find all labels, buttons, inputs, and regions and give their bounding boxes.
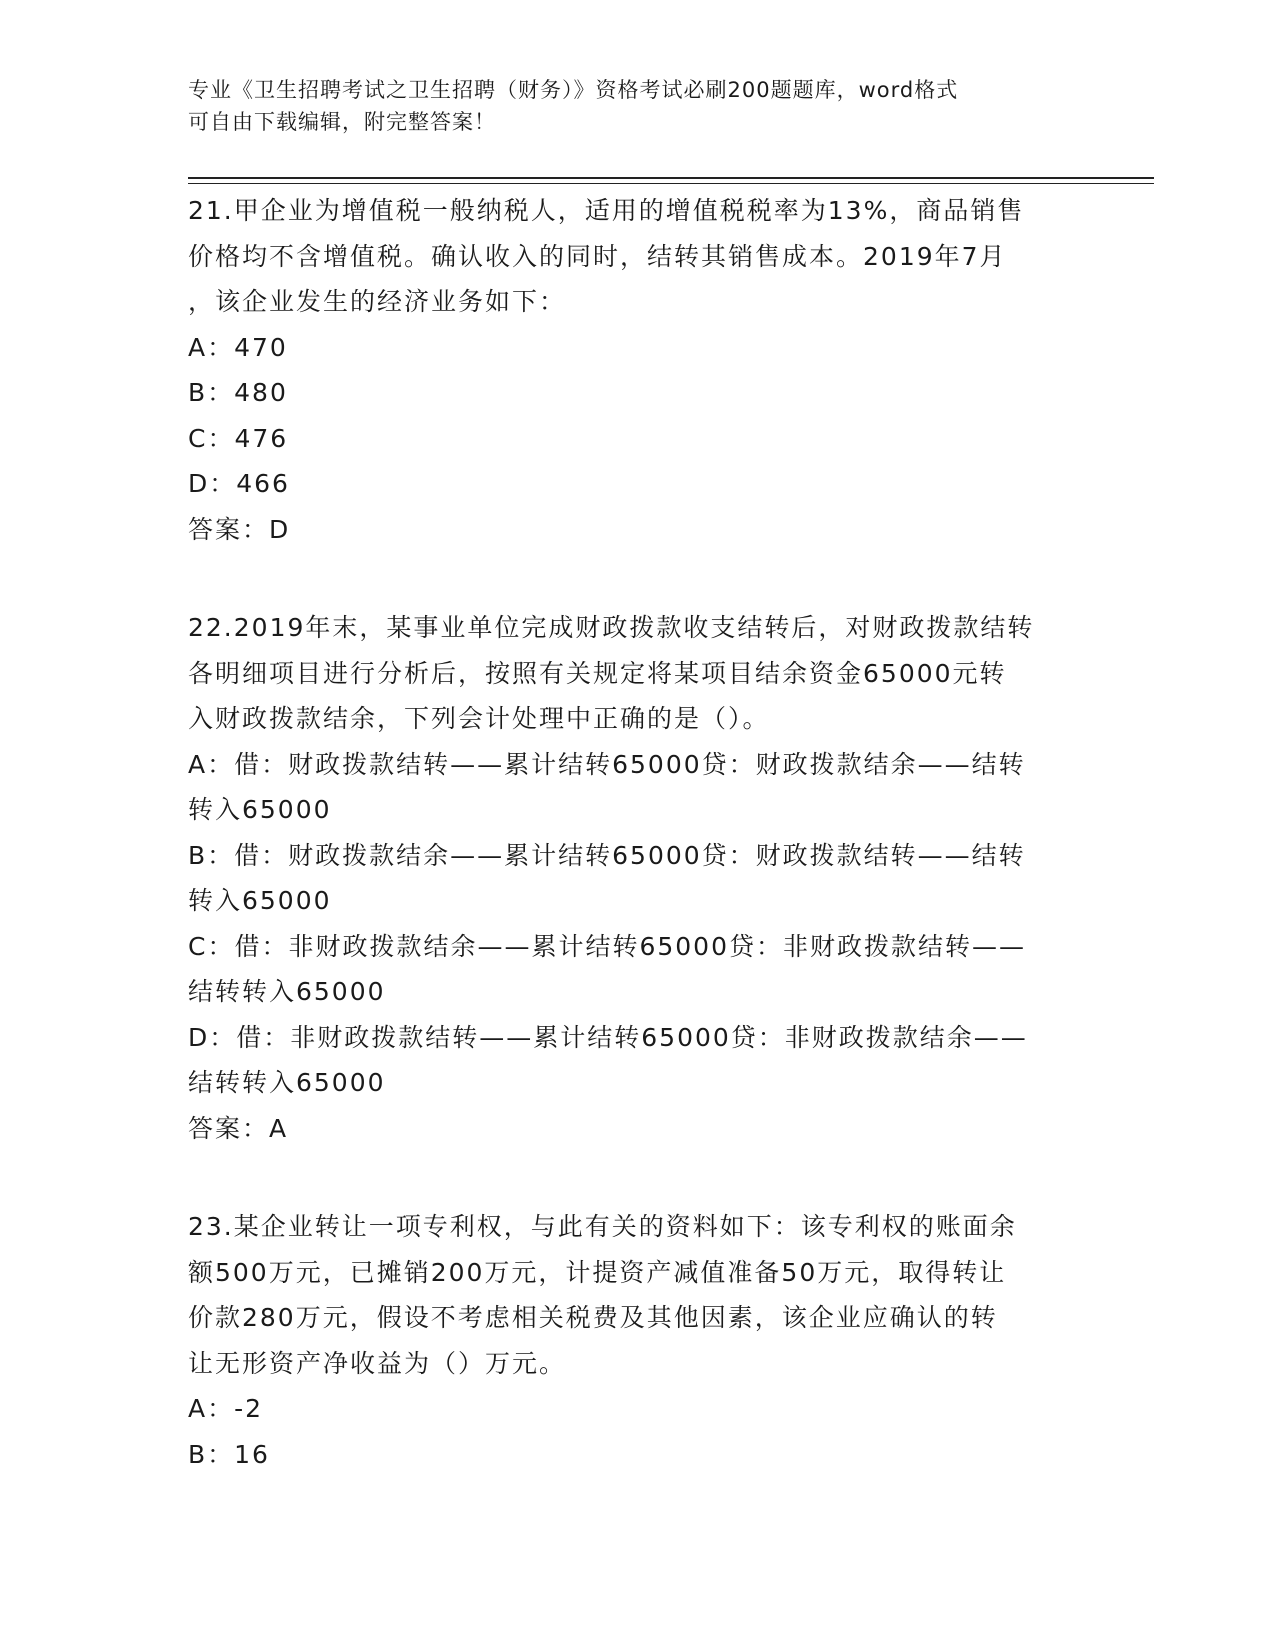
option-a: A：-2 [188,1394,264,1423]
question-text-line: 23.某企业转让一项专利权，与此有关的资料如下：该专利权的账面余 [188,1212,1017,1241]
option-d: D：借：非财政拨款结转——累计结转65000贷：非财政拨款结余—— [188,1022,1028,1052]
question-text-line: 额500万元，已摊销200万元，计提资产减值准备50万元，取得转让 [188,1257,1007,1287]
option-a: A：借：财政拨款结转——累计结转65000贷：财政拨款结余——结转 [188,749,1026,779]
header-title-line-1: 专业《卫生招聘考试之卫生招聘（财务）》资格考试必刷200题题库，word格式 [188,78,959,102]
question-text-line: 22.2019年末，某事业单位完成财政拨款收支结转后，对财政拨款结转 [188,613,1035,642]
option-a: A：470 [188,332,288,362]
question-text-line: 入财政拨款结余，下列会计处理中正确的是（）。 [188,704,770,733]
option-b-continued: 转入65000 [188,886,332,915]
question-text-line: 让无形资产净收益为（）万元。 [188,1348,567,1378]
question-text-line: 价款280万元，假设不考虑相关税费及其他因素，该企业应确认的转 [188,1303,998,1332]
question-text-line: 价格均不含增值税。确认收入的同时，结转其销售成本。2019年7月 [188,241,1007,271]
option-b: B：借：财政拨款结余——累计结转65000贷：财政拨款结转——结转 [188,840,1026,870]
option-d-continued: 结转转入65000 [188,1068,386,1097]
option-b: B：16 [188,1439,270,1469]
question-text-line: ，该企业发生的经济业务如下： [188,287,567,316]
option-c-continued: 结转转入65000 [188,977,386,1006]
header-divider-thick [188,177,1154,179]
option-c: C：借：非财政拨款结余——累计结转65000贷：非财政拨款结转—— [188,931,1026,961]
answer-line: 答案：A [188,1113,289,1143]
question-21 [188,188,1088,552]
question-text-line: 21.甲企业为增值税一般纳税人，适用的增值税税率为13%，商品销售 [188,196,1025,225]
option-a-continued: 转入65000 [188,795,332,824]
question-22 [188,605,1088,1151]
header-title-line-2: 可自由下载编辑，附完整答案！ [188,110,496,134]
document-header [188,74,1088,138]
question-23 [188,1204,1088,1477]
option-d: D：466 [188,469,290,498]
answer-line: 答案：D [188,514,291,544]
option-c: C：476 [188,423,289,453]
question-text-line: 各明细项目进行分析后，按照有关规定将某项目结余资金65000元转 [188,658,1007,688]
question-list [188,188,1088,1530]
option-b: B：480 [188,378,288,407]
header-divider-thin [188,183,1154,184]
